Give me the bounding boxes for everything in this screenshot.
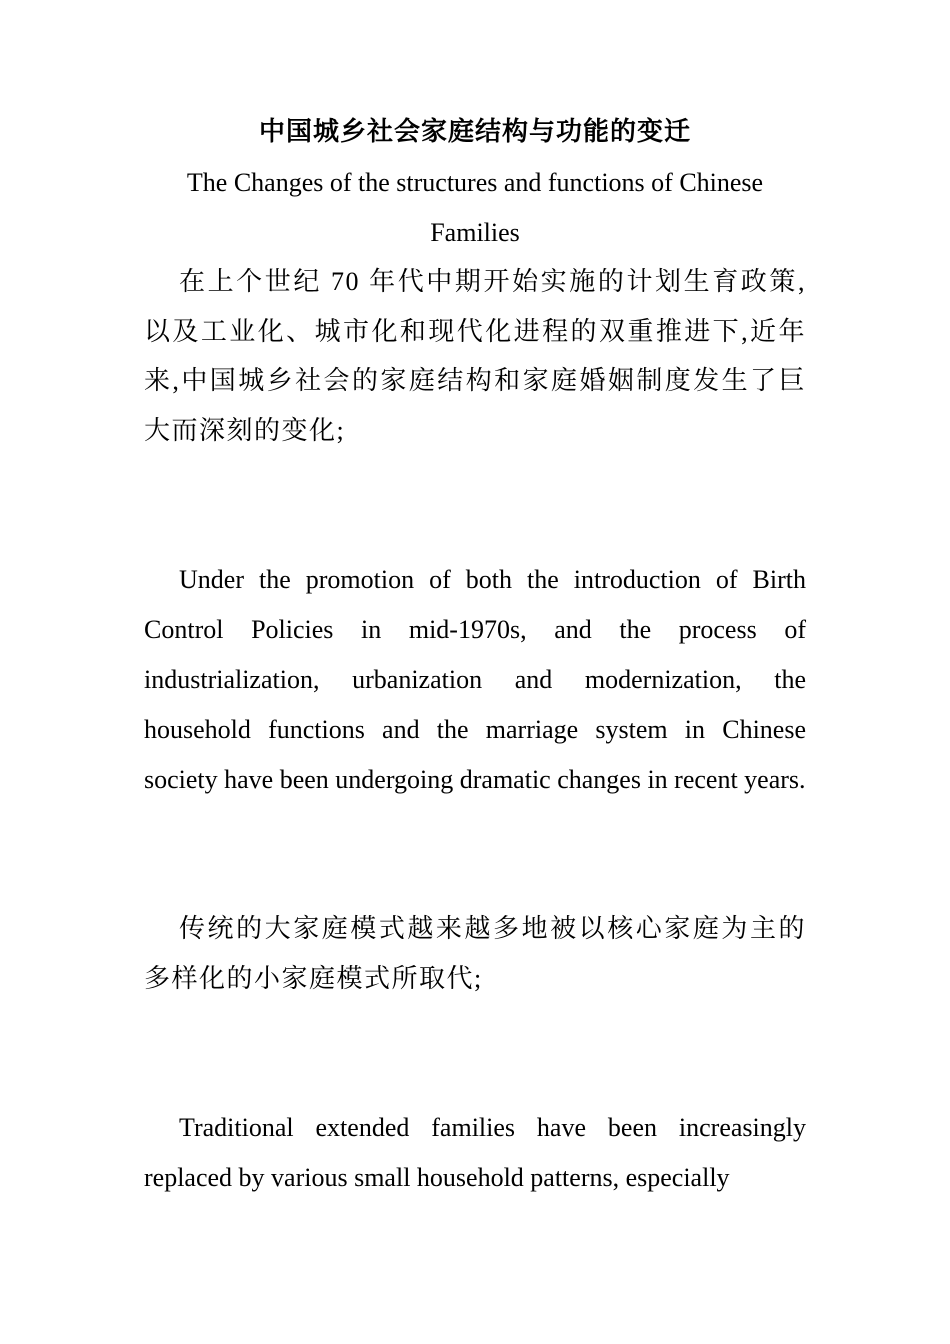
title-english: The Changes of the structures and functions of Chinese Families (186, 168, 764, 247)
paragraph-english-2: Traditional extended families have been increasingly replaced by various small household patterns, especially (144, 1113, 806, 1192)
paragraph-chinese-2: 传统的大家庭模式越来越多地被以核心家庭为主的多样化的小家庭模式所取代; (144, 914, 806, 993)
paragraph-english-1: Under the promotion of both the introduction of Birth Control Policies in mid-1970s, and the process of industrialization, urbanization and modernization, the household functions and the marriage system in Chinese society have been undergoing dramatic changes in recent years. (144, 565, 806, 794)
paragraph-chinese-1: 在上个世纪 70 年代中期开始实施的计划生育政策,以及工业化、城市化和现代化进程的双重推进下,近年来,中国城乡社会的家庭结构和家庭婚姻制度发生了巨大而深刻的变化; (144, 267, 806, 445)
title-chinese: 中国城乡社会家庭结构与功能的变迁 (258, 117, 691, 146)
